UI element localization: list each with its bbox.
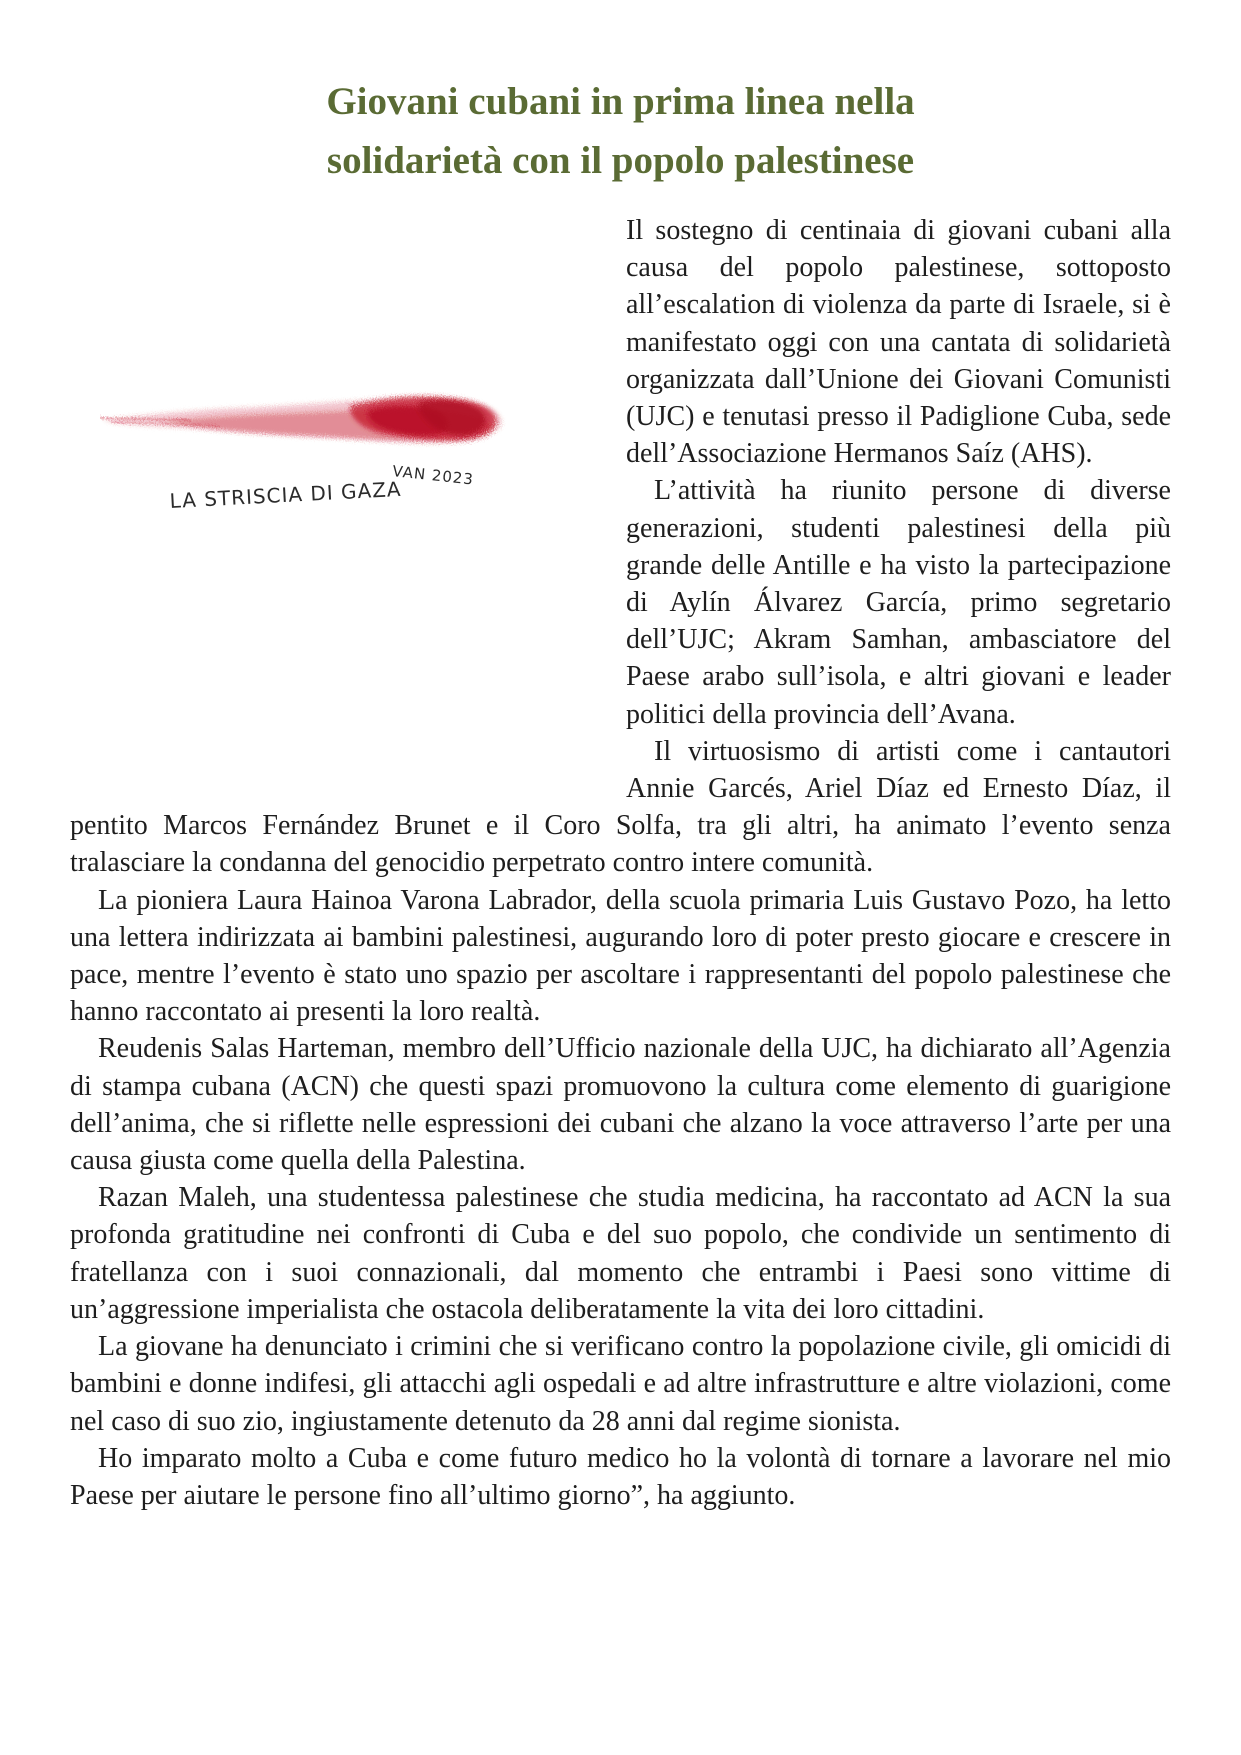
paragraph-7: La giovane ha denunciato i crimini che si verificano contro la popolazione civile, gli omicidi di bambini e donne indifesi, gli attacchi agli ospedali e ad altre infrastrutture e altre violazioni, come nel caso di suo zio, ingiustamente detenuto da 28 anni dal regime sionista.: [70, 1331, 1171, 1437]
paragraph-5: Reudenis Salas Harteman, membro dell’Ufficio nazionale della UJC, ha dichiarato all’Agenzia di stampa cubana (ACN) che questi spazi promuovono la cultura come elemento di guarigione dell’anima, che si riflette nelle espressioni dei cubani che alzano la voce attraverso l’arte per una causa giusta come quella della Palestina.: [70, 1033, 1171, 1177]
article-title: [0, 72, 1241, 190]
paragraph-8: Ho imparato molto a Cuba e come futuro medico ho la volontà di tornare a lavorare nel mio Paese per aiutare le persone fino all’ultimo giorno”, ha aggiunto.: [70, 1442, 1171, 1511]
illustration-space: [70, 212, 626, 782]
illustration-signature: VAN 2023: [391, 462, 475, 489]
paragraph-3: Il virtuosismo di artisti come i cantautori Annie Garcés, Ariel Díaz ed Ernesto Díaz, il pentito Marcos Fernández Brunet e il Coro Solfa, tra gli altri, ha animato l’evento senza tralasciare la condanna del genocidio perpetrato contro intere comunità.: [70, 735, 1171, 879]
illustration-caption: LA STRISCIA DI GAZA: [169, 476, 403, 513]
paragraph-4: La pioniera Laura Hainoa Varona Labrador, della scuola primaria Luis Gustavo Pozo, ha letto una lettera indirizzata ai bambini palestinesi, augurando loro di poter presto giocare e crescere in pace, mentre l’evento è stato uno spazio per ascoltare i rappresentanti del popolo palestinese che hanno raccontato ai presenti la loro realtà.: [70, 884, 1171, 1028]
article-title-line-1: Giovani cubani in prima linea nella: [326, 80, 915, 123]
paragraph-6: Razan Maleh, una studentessa palestinese che studia medicina, ha raccontato ad ACN la sua profonda gratitudine nei confronti di Cuba e del suo popolo, che condivide un sentimento di fratellanza con i suoi connazionali, dal momento che entrambi i Paesi sono vittime di un’aggressione imperialista che ostacola deliberatamente la vita dei loro cittadini.: [70, 1182, 1171, 1325]
paragraph-1: Il sostegno di centinaia di giovani cubani alla causa del popolo palestinese, sottoposto all’escalation di violenza da parte di Israele, si è manifestato oggi con una cantata di solidarietà organizzata dall’Unione dei Giovani Comunisti (UJC) e tenutasi presso il Padiglione Cuba, sede dell’Associazione Hermanos Saíz (AHS).: [626, 215, 1171, 470]
article-title-line-2: solidarietà con il popolo palestinese: [326, 139, 915, 182]
paragraph-2: L’attività ha riunito persone di diverse generazioni, studenti palestinesi della più grande delle Antille e ha visto la partecipazione di Aylín Álvarez García, primo segretario dell’UJC; Akram Samhan, ambasciatore del Paese arabo sull’isola, e altri giovani e leader politici della provincia dell’Avana.: [626, 475, 1171, 730]
article-body: [70, 212, 1171, 1514]
